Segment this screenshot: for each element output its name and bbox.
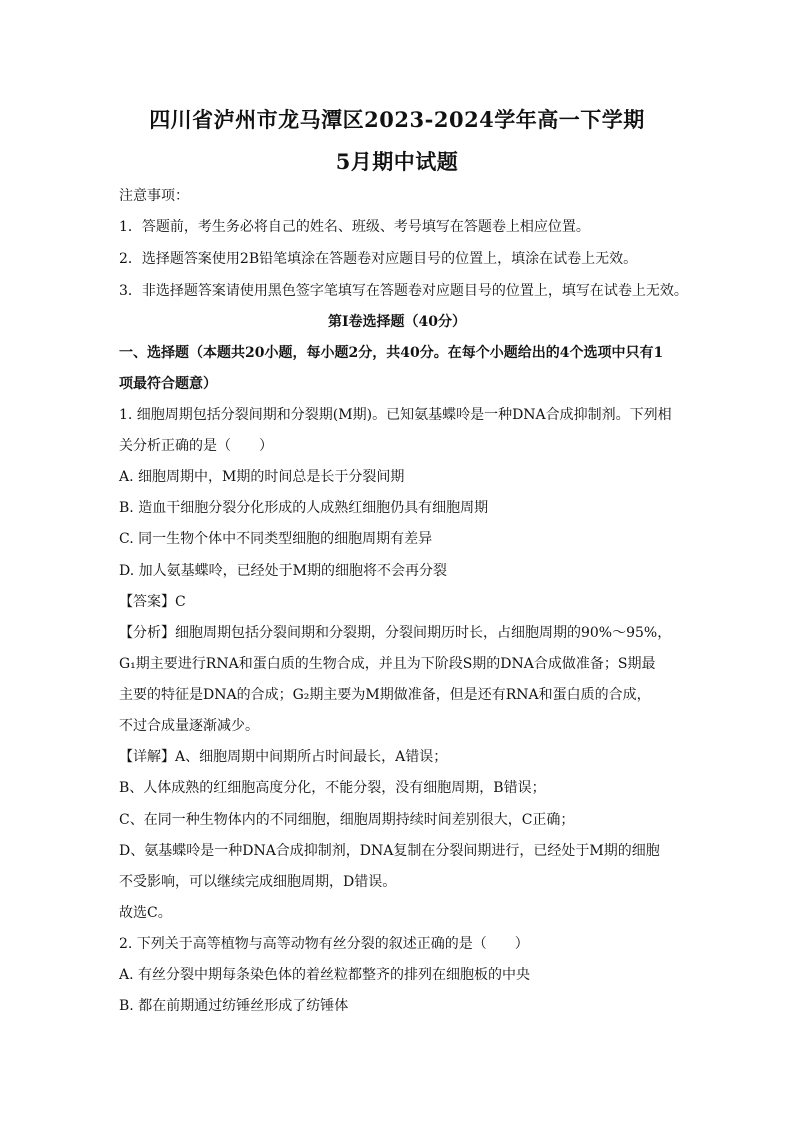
doc-title-line-1: 四川省泸州市龙马潭区2023-2024学年高一下学期	[149, 107, 645, 132]
question-1-analysis: 主要的特征是DNA的合成；G₂期主要为M期做准备，但是还有RNA和蛋白质的合成，	[119, 687, 651, 703]
question-1-option-b: B. 造血干细胞分裂分化形成的人成熟红细胞仍具有细胞周期	[119, 500, 489, 516]
question-2-option-a: A. 有丝分裂中期每条染色体的着丝粒都整齐的排列在细胞板的中央	[119, 967, 531, 983]
question-2-option-b: B. 都在前期通过纺锤丝形成了纺锤体	[119, 998, 349, 1014]
question-1-detail: 【详解】A、细胞周期中间期所占时间最长，A错误；	[119, 749, 448, 765]
question-1-detail: C、在同一种生物体内的不同细胞，细胞周期持续时间差别很大，C正确；	[119, 812, 575, 828]
question-1-conclusion: 故选C。	[119, 905, 172, 921]
question-1-stem: 关分析正确的是（ ）	[119, 438, 273, 454]
question-2-stem: 2. 下列关于高等植物与高等动物有丝分裂的叙述正确的是（ ）	[119, 936, 529, 952]
part-heading: 项最符合题意）	[119, 376, 217, 392]
question-1-detail: D、氨基蝶呤是一种DNA合成抑制剂，DNA复制在分裂间期进行，已经处于M期的细胞	[119, 843, 660, 859]
question-1-analysis: G₁期主要进行RNA和蛋白质的生物合成，并且为下阶段S期的DNA合成做准备；S期最	[119, 656, 656, 672]
notice-heading: 注意事项：	[119, 188, 189, 204]
question-1-stem: 1. 细胞周期包括分裂间期和分裂期(M期)。已知氨基蝶呤是一种DNA合成抑制剂。下列相	[119, 407, 672, 423]
question-1-answer: 【答案】C	[119, 594, 186, 610]
section-title: 第I卷选择题（40分）	[327, 314, 467, 330]
question-1-detail: 不受影响，可以继续完成细胞周期，D错误。	[119, 874, 397, 890]
question-1-detail: B、人体成熟的红细胞高度分化，不能分裂，没有细胞周期，B错误；	[119, 780, 546, 796]
doc-title-line-2: 5月期中试题	[335, 149, 459, 174]
question-1-analysis: 【分析】细胞周期包括分裂间期和分裂期，分裂间期历时长，占细胞周期的90%～95%，	[119, 625, 672, 641]
question-1-option-d: D. 加人氨基蝶呤，已经处于M期的细胞将不会再分裂	[119, 563, 447, 579]
notice-item: 2．选择题答案使用2B铅笔填涂在答题卷对应题目号的位置上，填涂在试卷上无效。	[119, 251, 638, 267]
question-1-analysis: 不过合成量逐渐减少。	[119, 718, 259, 734]
part-heading: 一、选择题（本题共20小题，每小题2分，共40分。在每个小题给出的4个选项中只有1	[119, 345, 664, 361]
notice-item: 1．答题前，考生务必将自己的姓名、班级、考号填写在答题卷上相应位置。	[119, 219, 590, 235]
question-1-option-a: A. 细胞周期中，M期的时间总是长于分裂间期	[119, 469, 405, 485]
notice-item: 3．非选择题答案请使用黑色签字笔填写在答题卷对应题目号的位置上，填写在试卷上无效。	[119, 283, 688, 299]
question-1-option-c: C. 同一生物个体中不同类型细胞的细胞周期有差异	[119, 531, 433, 547]
